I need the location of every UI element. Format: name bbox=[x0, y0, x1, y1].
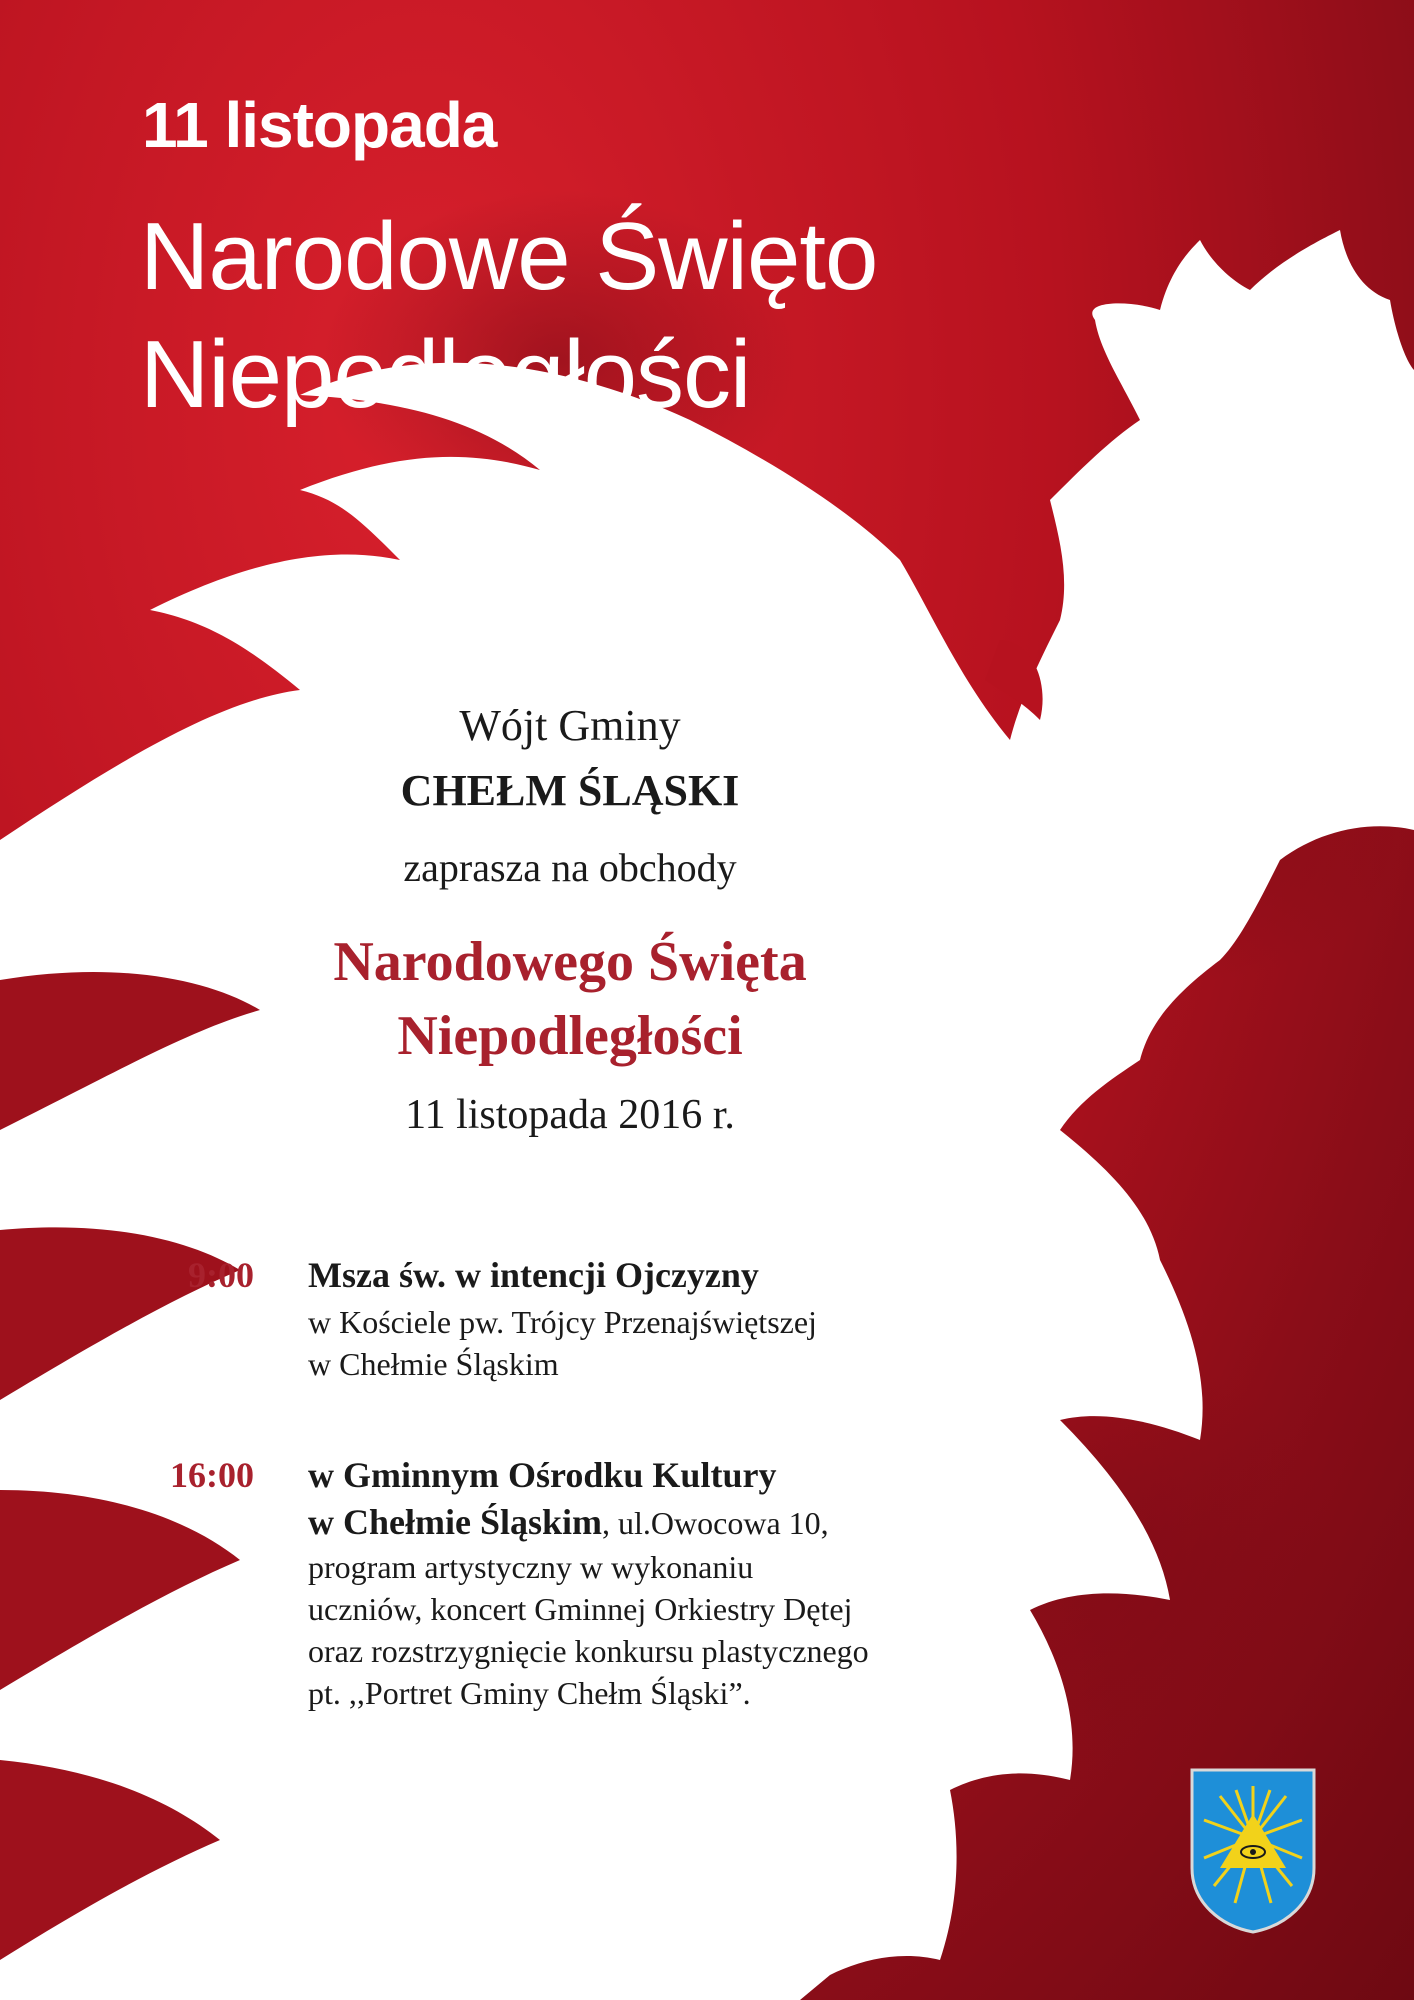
invites-line: zaprasza na obchody bbox=[403, 845, 737, 890]
schedule-line: w Kościele pw. Trójcy Przenajświętszej bbox=[308, 1304, 817, 1340]
event-name-line1: Narodowego Święta bbox=[333, 931, 807, 993]
event-date: 11 listopada 2016 r. bbox=[405, 1092, 735, 1138]
organization-name: CHEŁM ŚLĄSKI bbox=[400, 766, 740, 815]
header-date: 11 listopada bbox=[142, 89, 497, 161]
schedule-line: oraz rozstrzygnięcie konkursu plastycznego bbox=[308, 1633, 869, 1669]
schedule-title: w Gminnym Ośrodku Kultury bbox=[308, 1455, 777, 1495]
schedule-time: 9:00 bbox=[188, 1255, 254, 1295]
schedule-address: , ul.Owocowa 10, bbox=[602, 1505, 829, 1541]
page-title-line1: Narodowe Święto bbox=[140, 203, 878, 310]
schedule-title: Msza św. w intencji Ojczyzny bbox=[308, 1255, 759, 1295]
schedule-body bbox=[308, 1254, 1008, 1385]
host-line: Wójt Gminy bbox=[459, 701, 681, 750]
schedule-place: w Chełmie Śląskim bbox=[308, 1502, 603, 1542]
page-title bbox=[140, 198, 877, 434]
invitation bbox=[240, 700, 900, 1139]
event-name-line2: Niepodległości bbox=[397, 1005, 743, 1067]
page-title-line2: Niepodległości bbox=[140, 321, 751, 428]
schedule-time: 16:00 bbox=[170, 1455, 254, 1495]
coat-of-arms-icon bbox=[1190, 1768, 1316, 1934]
schedule-line: w Chełmie Śląskim bbox=[308, 1346, 559, 1382]
schedule-line: program artystyczny w wykonaniu bbox=[308, 1549, 754, 1585]
event-name bbox=[240, 925, 900, 1073]
schedule-line: pt. ,,Portret Gminy Chełm Śląski”. bbox=[308, 1675, 751, 1711]
schedule-body bbox=[308, 1454, 1008, 1714]
schedule-line: uczniów, koncert Gminnej Orkiestry Dętej bbox=[308, 1591, 853, 1627]
